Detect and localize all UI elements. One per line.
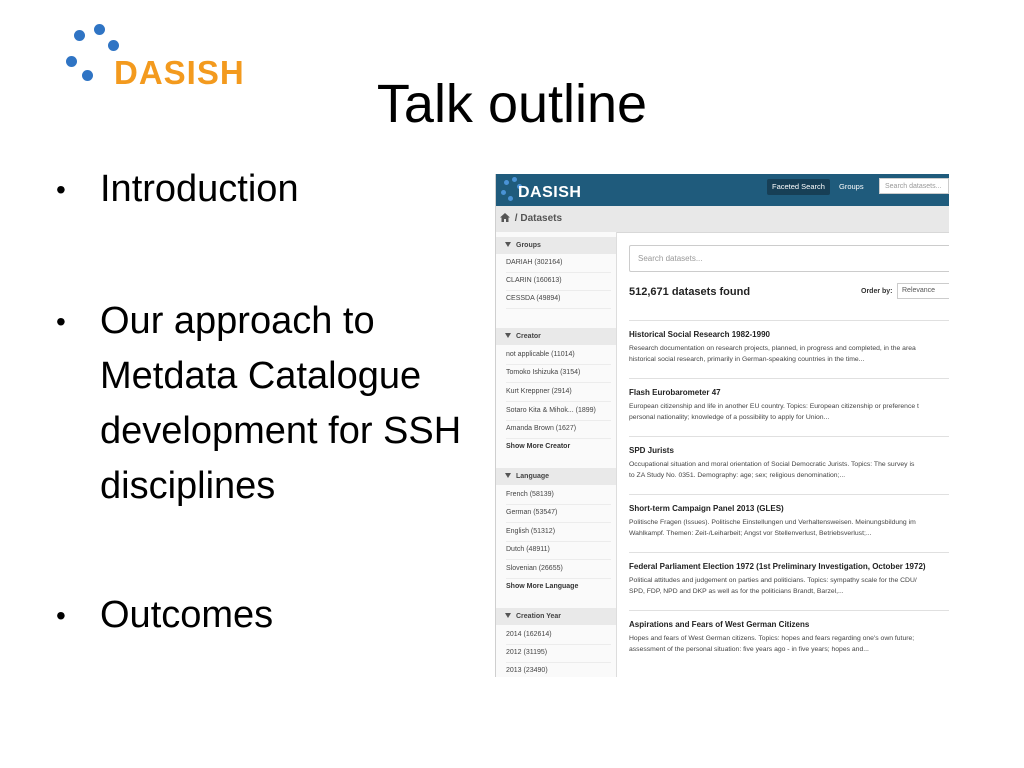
facet-title: Language <box>516 473 550 480</box>
description-line: historical social research, primarily in German-speaking countries in the time... <box>629 355 865 363</box>
facet-item[interactable]: 2013 (23490) <box>506 662 611 677</box>
facet-header-groups[interactable] <box>496 237 616 254</box>
result-description <box>629 460 949 481</box>
facet-title: Creation Year <box>516 613 562 620</box>
facet-title: Groups <box>516 242 541 249</box>
logo-dot <box>66 56 77 67</box>
result-description <box>629 518 949 539</box>
navbar <box>496 174 949 206</box>
order-by-select[interactable]: Relevance <box>897 283 949 299</box>
result-count: 512,671 datasets found <box>629 286 751 298</box>
filter-icon <box>505 613 511 618</box>
result-description <box>629 344 949 365</box>
filter-icon <box>505 473 511 478</box>
description-line: Wahlkampf. Themen: Zeit-/Leiharbeit; Angst vor Stellenverlust, Betriebsverlust;... <box>629 529 872 537</box>
result-title-link[interactable]: Short-term Campaign Panel 2013 (GLES) <box>629 504 784 513</box>
navbar-logo[interactable] <box>500 176 610 204</box>
result-title-link[interactable]: Federal Parliament Election 1972 (1st Preliminary Investigation, October 1972) <box>629 562 926 571</box>
result-item <box>629 378 949 437</box>
home-icon[interactable] <box>500 213 510 222</box>
result-item <box>629 552 949 611</box>
logo-dot <box>74 30 85 41</box>
facet-item[interactable]: French (58139) <box>506 486 611 505</box>
facet-item[interactable]: Amanda Brown (1627) <box>506 420 611 439</box>
show-more-language-link[interactable]: Show More Language <box>506 583 579 590</box>
result-title-link[interactable]: Aspirations and Fears of West German Citizens <box>629 620 810 629</box>
breadcrumb <box>496 206 949 233</box>
facet-item[interactable]: 2012 (31195) <box>506 644 611 663</box>
facet-item[interactable]: Tomoko Ishizuka (3154) <box>506 364 611 383</box>
navbar-logo-text: DASISH <box>518 184 582 201</box>
dataset-search-input[interactable]: Search datasets... <box>629 245 949 272</box>
description-line: assessment of the personal situation: five years ago - in five years; hopes and... <box>629 645 869 653</box>
faceted-search-button[interactable]: Faceted Search <box>767 179 830 195</box>
facet-item[interactable]: Slovenian (26655) <box>506 560 611 579</box>
logo-dot <box>508 196 513 201</box>
logo-dot <box>108 40 119 51</box>
logo-dot <box>501 190 506 195</box>
bullet-text: Our approach to Metdata Catalogue development for SSH disciplines <box>100 300 462 507</box>
filter-icon <box>505 242 511 247</box>
breadcrumb-current: Datasets <box>520 213 563 224</box>
facet-item[interactable]: Kurt Kreppner (2914) <box>506 383 611 402</box>
result-item <box>629 436 949 495</box>
logo-dot <box>512 177 517 182</box>
filter-icon <box>505 333 511 338</box>
facet-item[interactable]: CLARIN (160613) <box>506 272 611 291</box>
slide-title: Talk outline <box>376 74 648 134</box>
description-line: SPD, FDP, NPD and DKP as well as for the politicians Brandt, Barzel,... <box>629 587 844 595</box>
bullet-text: Outcomes <box>100 594 274 636</box>
facet-item[interactable]: Sotaro Kita & Mihok... (1899) <box>506 402 611 421</box>
result-title-link[interactable]: Historical Social Research 1982-1990 <box>629 330 770 339</box>
facet-item[interactable]: Dutch (48911) <box>506 541 611 560</box>
order-by-label: Order by: <box>861 288 893 295</box>
facet-sidebar <box>496 232 617 677</box>
results-panel <box>617 232 949 677</box>
bullet-text: Introduction <box>100 168 299 210</box>
bullet-mark: • <box>56 306 66 337</box>
description-line: personal nationality; knowledge of a possibility to apply for Union... <box>629 413 830 421</box>
facet-header-language[interactable] <box>496 468 616 485</box>
result-description <box>629 576 949 597</box>
description-line: Occupational situation and moral orientation of Social Democratic Jurists. Topics: The survey is <box>629 461 915 468</box>
bullet-mark: • <box>56 600 66 631</box>
result-description <box>629 634 949 655</box>
description-line: European citizenship and life in another EU country. Topics: European citizenship or preference t <box>629 403 919 410</box>
facet-header-creator[interactable] <box>496 328 616 345</box>
result-item <box>629 320 949 379</box>
description-line: Hopes and fears of West German citizens. Topics: hopes and fears regarding one's own future; <box>629 635 915 642</box>
facet-item[interactable]: German (53547) <box>506 504 611 523</box>
bullet-mark: • <box>56 174 66 205</box>
facet-item[interactable]: not applicable (11014) <box>506 346 611 365</box>
result-title-link[interactable]: Flash Eurobarometer 47 <box>629 388 721 397</box>
facet-header-creation-year[interactable] <box>496 608 616 625</box>
description-line: Research documentation on research projects, planned, in progress and completed, in the area <box>629 345 916 352</box>
result-description <box>629 402 949 423</box>
result-title-link[interactable]: SPD Jurists <box>629 446 674 455</box>
facet-item[interactable]: English (51312) <box>506 523 611 542</box>
description-line: Political attitudes and judgement on parties and politicians. Topics: sympathy scale for the CDU/ <box>629 577 917 584</box>
groups-link[interactable]: Groups <box>839 182 864 191</box>
facet-item[interactable]: 2014 (162614) <box>506 626 611 645</box>
show-more-creator-link[interactable]: Show More Creator <box>506 443 571 450</box>
description-line: Politische Fragen (Issues). Politische Einstellungen und Verhaltensweisen. Meinungsbildung im <box>629 519 916 526</box>
navbar-search-input[interactable]: Search datasets... <box>879 178 949 194</box>
facet-title: Creator <box>516 333 541 340</box>
facet-item[interactable]: DARIAH (302164) <box>506 254 611 273</box>
result-item <box>629 494 949 553</box>
facet-item[interactable]: CESSDA (49894) <box>506 290 611 309</box>
logo-dot <box>94 24 105 35</box>
logo-wordmark: DASISH <box>114 54 245 91</box>
catalogue-screenshot <box>495 174 949 677</box>
logo-dot <box>504 180 509 185</box>
description-line: to ZA Study No. 0351. Demography: age; sex; religious denomination;... <box>629 471 846 479</box>
result-item <box>629 610 949 669</box>
breadcrumb-separator: / <box>514 213 518 224</box>
